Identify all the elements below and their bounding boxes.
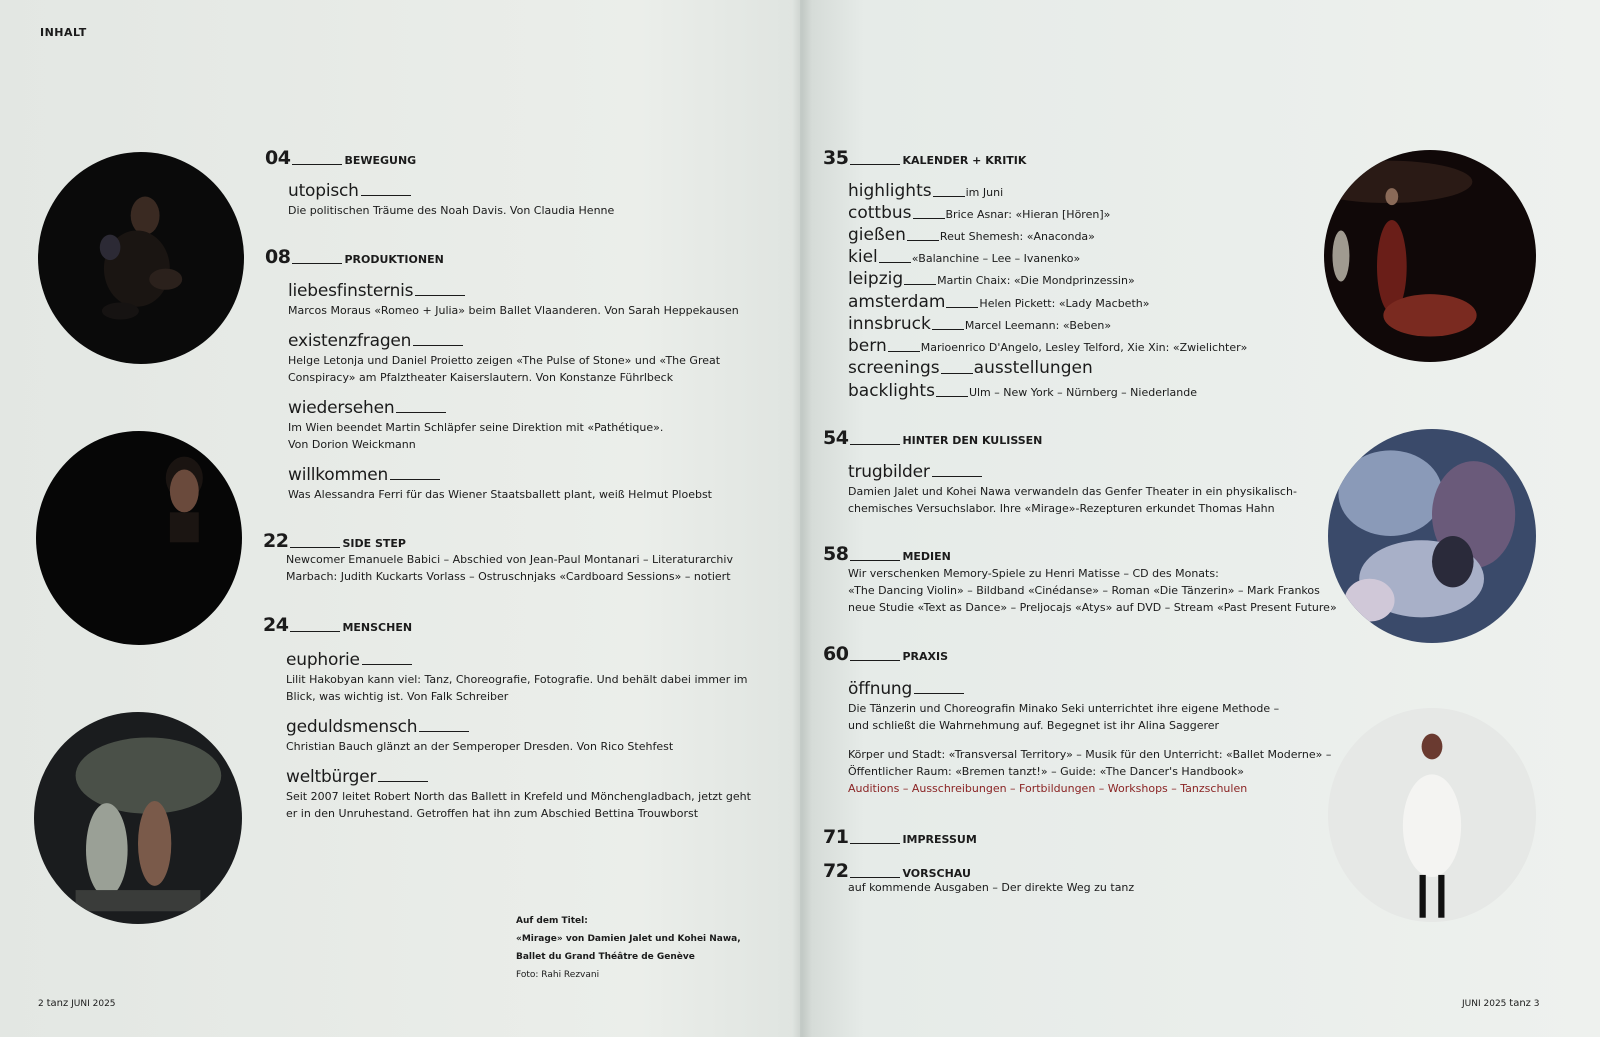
section-title: IMPRESSUM <box>902 833 977 846</box>
medien-line: neue Studie «Text as Dance» – Preljocajs «Atys» auf DVD – Stream «Past Present Future» <box>848 601 1337 614</box>
section-number: 71 <box>823 826 849 848</box>
section-title: PRODUKTIONEN <box>344 253 444 266</box>
section-title: HINTER DEN KULISSEN <box>902 434 1043 447</box>
entry-liebesfinsternis <box>288 281 739 319</box>
photo-alessandra-ferri <box>36 431 242 645</box>
section-58-heading <box>823 544 951 564</box>
issue-date: JUNI 2025 <box>71 999 116 1009</box>
entry-desc: und schließt die Wahrnehmung auf. Begegnet ist ihr Alina Saggerer <box>848 719 1220 732</box>
entry-keyword: öffnung <box>848 679 913 699</box>
entry-desc: Helge Letonja und Daniel Proietto zeigen «The Pulse of Stone» und «The Great <box>288 354 721 367</box>
praxis-line: Körper und Stadt: «Transversal Territory» – Musik für den Unterricht: «Ballet Moderne» – <box>848 748 1332 761</box>
kalender-row: leipzig Martin Chaix: «Die Mondprinzessin» <box>848 269 1135 289</box>
entry-desc: Blick, was wichtig ist. Von Falk Schreiber <box>286 690 509 703</box>
entry-desc: Seit 2007 leitet Robert North das Ballett in Krefeld und Mönchengladbach, jetzt geht <box>286 790 751 803</box>
entry-wiedersehen <box>288 398 663 453</box>
entry-oeffnung <box>848 679 1279 734</box>
page-number: 2 <box>38 999 44 1009</box>
photo-noah-davis <box>38 152 244 364</box>
section-35-heading <box>823 148 1026 168</box>
entry-trugbilder <box>848 462 1297 517</box>
entry-desc: Conspiracy» am Pfalztheater Kaiserslautern. Von Konstanze Führlbeck <box>288 371 674 384</box>
entry-keyword: liebesfinsternis <box>288 281 414 301</box>
medien-line: «The Dancing Violin» – Bildband «Cinédanse» – Roman «Die Tänzerin» – Mark Frankos <box>848 584 1320 597</box>
photo-minako-seki <box>1328 708 1536 922</box>
entry-keyword: existenzfragen <box>288 331 412 351</box>
cover-credit-line: «Mirage» von Damien Jalet und Kohei Nawa, <box>516 934 741 944</box>
entry-keyword: willkommen <box>288 465 389 485</box>
section-number: 60 <box>823 643 849 665</box>
section-08-heading <box>265 247 444 267</box>
entry-keyword: trugbilder <box>848 462 930 482</box>
kalender-row: bern Marioenrico D'Angelo, Lesley Telford, Xie Xin: «Zwielichter» <box>848 336 1248 356</box>
entry-desc: er in den Unruhestand. Getroffen hat ihn zum Abschied Bettina Trouwborst <box>286 807 699 820</box>
cover-credit <box>516 912 741 984</box>
section-24-heading <box>263 615 412 635</box>
cover-credit-heading: Auf dem Titel: <box>516 916 588 926</box>
kalender-row: gießen Reut Shemesh: «Anaconda» <box>848 225 1095 245</box>
section-title: KALENDER + KRITIK <box>902 154 1027 167</box>
photo-mirage <box>1328 429 1536 643</box>
section-number: 24 <box>263 614 289 636</box>
gutter <box>792 0 812 1037</box>
entry-euphorie <box>286 650 748 705</box>
medien-text <box>848 565 1337 616</box>
entry-willkommen <box>288 465 712 503</box>
kalender-row: screenings ausstellungen <box>848 358 1093 378</box>
folio-right <box>1462 998 1540 1009</box>
section-number: 22 <box>263 530 289 552</box>
praxis-line: Öffentlicher Raum: «Bremen tanzt!» – Guide: «The Dancer's Handbook» <box>848 765 1244 778</box>
issue-date: JUNI 2025 <box>1462 999 1507 1009</box>
entry-desc: Marcos Moraus «Romeo + Julia» beim Ballet Vlaanderen. Von Sarah Heppekausen <box>288 304 739 317</box>
entry-desc: Die politischen Träume des Noah Davis. Von Claudia Henne <box>288 204 615 217</box>
cover-credit-line: Ballet du Grand Théâtre de Genève <box>516 952 695 962</box>
kalender-row: kiel «Balanchine – Lee – Ivanenko» <box>848 247 1081 267</box>
section-title: VORSCHAU <box>902 867 971 880</box>
entry-desc: Was Alessandra Ferri für das Wiener Staatsballett plant, weiß Helmut Ploebst <box>288 488 712 501</box>
section-72-heading <box>823 861 971 881</box>
section-title: SIDE STEP <box>342 537 406 550</box>
section-04-heading <box>265 148 416 168</box>
section-number: 58 <box>823 543 849 565</box>
photo-robert-north <box>34 712 242 924</box>
section-number: 72 <box>823 860 849 882</box>
entry-keyword: utopisch <box>288 181 359 201</box>
section-title: MEDIEN <box>902 550 951 563</box>
vorschau-text: auf kommende Ausgaben – Der direkte Weg zu tanz <box>848 881 1135 894</box>
magazine-name: tanz <box>46 998 69 1009</box>
entry-utopisch <box>288 181 614 219</box>
section-title: MENSCHEN <box>342 621 413 634</box>
praxis-links[interactable]: Auditions – Ausschreibungen – Fortbildungen – Workshops – Tanzschulen <box>848 782 1248 795</box>
section-60-heading <box>823 644 948 664</box>
page-number: 3 <box>1533 999 1540 1009</box>
section-title: PRAXIS <box>902 650 948 663</box>
entry-desc: chemisches Versuchslabor. Ihre «Mirage»-Rezepturen erkundet Thomas Hahn <box>848 502 1275 515</box>
kalender-row: highlights im Juni <box>848 181 1004 201</box>
entry-desc: Die Tänzerin und Choreografin Minako Seki unterrichtet ihre eigene Methode – <box>848 702 1280 715</box>
kalender-row: cottbus Brice Asnar: «Hieran [Hören]» <box>848 203 1111 223</box>
section-number: 04 <box>265 147 291 169</box>
kalender-row: backlights Ulm – New York – Nürnberg – Niederlande <box>848 381 1198 401</box>
entry-desc: Im Wien beendet Martin Schläpfer seine Direktion mit «Pathétique». <box>288 421 664 434</box>
section-number: 35 <box>823 147 849 169</box>
side-step-line: Marbach: Judith Kuckarts Vorlass – Ostruschnjaks «Cardboard Sessions» – notiert <box>286 570 731 583</box>
section-title: BEWEGUNG <box>344 154 417 167</box>
section-71-heading <box>823 827 977 847</box>
kalender-row: innsbruck Marcel Leemann: «Beben» <box>848 314 1112 334</box>
section-22-heading <box>263 531 406 551</box>
side-step-text <box>286 551 733 585</box>
entry-existenzfragen <box>288 331 720 386</box>
entry-keyword: geduldsmensch <box>286 717 418 737</box>
entry-keyword: wiedersehen <box>288 398 395 418</box>
section-54-heading <box>823 428 1042 448</box>
section-number: 54 <box>823 427 849 449</box>
photo-kalender <box>1324 150 1536 362</box>
praxis-extra <box>848 746 1331 797</box>
entry-keyword: weltbürger <box>286 767 377 787</box>
kalender-row: amsterdam Helen Pickett: «Lady Macbeth» <box>848 292 1150 312</box>
magazine-name: tanz <box>1509 998 1531 1009</box>
section-number: 08 <box>265 246 291 268</box>
entry-desc: Christian Bauch glänzt an der Semperoper Dresden. Von Rico Stehfest <box>286 740 674 753</box>
medien-line: Wir verschenken Memory-Spiele zu Henri Matisse – CD des Monats: <box>848 567 1219 580</box>
entry-desc: Damien Jalet und Kohei Nawa verwandeln das Genfer Theater in ein physikalisch- <box>848 485 1297 498</box>
cover-credit-photo: Foto: Rahi Rezvani <box>516 970 600 980</box>
side-step-line: Newcomer Emanuele Babici – Abschied von Jean-Paul Montanari – Literaturarchiv <box>286 553 733 566</box>
entry-keyword: euphorie <box>286 650 360 670</box>
entry-geduldsmensch <box>286 717 673 755</box>
entry-desc: Lilit Hakobyan kann viel: Tanz, Choreografie, Fotografie. Und behält dabei immer im <box>286 673 748 686</box>
folio-left <box>38 998 116 1009</box>
running-head: INHALT <box>40 26 87 39</box>
entry-weltbuerger <box>286 767 751 822</box>
entry-desc: Von Dorion Weickmann <box>288 438 416 451</box>
